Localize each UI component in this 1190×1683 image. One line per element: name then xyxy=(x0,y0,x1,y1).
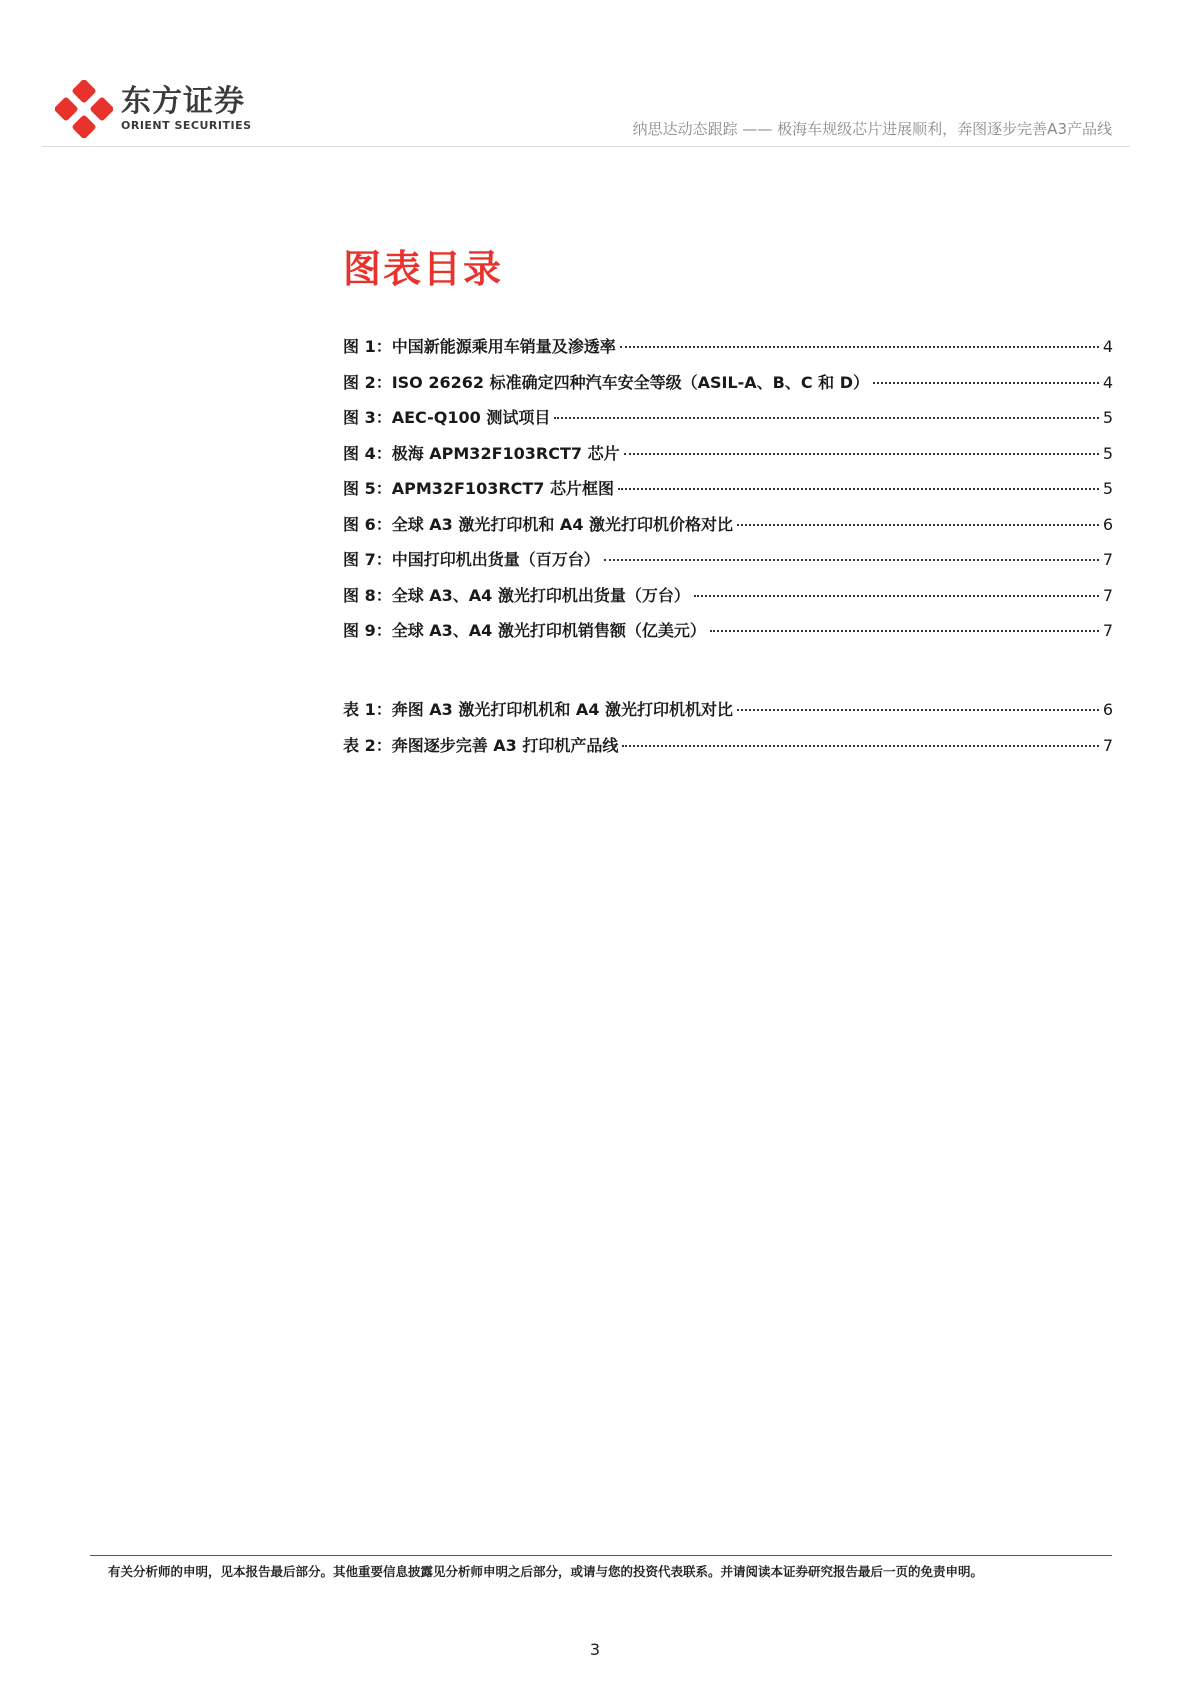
toc-entry-page: 5 xyxy=(1102,479,1113,498)
orient-securities-logo-icon xyxy=(55,80,113,138)
toc-leader-dots xyxy=(737,709,1099,711)
toc-entry-page: 6 xyxy=(1102,700,1113,719)
toc-entry-label: 图 1：中国新能源乘用车销量及渗透率 xyxy=(343,337,616,356)
toc-entry-figure-4[interactable] xyxy=(343,441,1113,477)
toc-leader-dots xyxy=(622,745,1098,747)
toc-entry-label: 图 8：全球 A3、A4 激光打印机出货量（万台） xyxy=(343,585,690,605)
toc-entry-label: 图 4：极海 APM32F103RCT7 芯片 xyxy=(343,443,620,463)
toc-entry-page: 7 xyxy=(1102,550,1113,569)
toc-entry-figure-8[interactable] xyxy=(343,583,1113,619)
toc-entry-page: 4 xyxy=(1102,372,1113,392)
page-number: 3 xyxy=(589,1640,601,1659)
toc-entry-figure-5[interactable] xyxy=(343,476,1113,512)
toc-entry-page: 6 xyxy=(1102,514,1113,534)
brand-logo xyxy=(55,80,252,138)
toc-leader-dots xyxy=(694,595,1099,597)
brand-name-en: ORIENT SECURITIES xyxy=(121,119,252,132)
toc-entry-table-2[interactable] xyxy=(343,733,1113,769)
footer-divider xyxy=(90,1555,1112,1556)
toc-entry-page: 7 xyxy=(1102,585,1113,605)
table-list xyxy=(343,697,1113,768)
toc-entry-page: 7 xyxy=(1102,621,1113,640)
report-title: 纳思达动态跟踪 —— 极海车规级芯片进展顺利，奔图逐步完善A3产品线 xyxy=(632,120,1112,138)
header-divider xyxy=(42,146,1130,147)
toc-entry-label: 表 1：奔图 A3 激光打印机机和 A4 激光打印机机对比 xyxy=(343,700,734,719)
toc-leader-dots xyxy=(618,488,1099,490)
toc-entry-label: 表 2：奔图逐步完善 A3 打印机产品线 xyxy=(343,735,619,755)
toc-entry-label: 图 7：中国打印机出货量（百万台） xyxy=(343,550,600,569)
toc-leader-dots xyxy=(620,346,1099,348)
toc-leader-dots xyxy=(604,559,1099,561)
toc-entry-page: 5 xyxy=(1102,408,1113,427)
toc-entry-page: 7 xyxy=(1102,735,1113,755)
toc-entry-figure-7[interactable] xyxy=(343,547,1113,583)
toc-leader-dots xyxy=(710,630,1099,632)
toc-entry-page: 5 xyxy=(1102,443,1113,463)
toc-entry-figure-9[interactable] xyxy=(343,618,1113,654)
toc-leader-dots xyxy=(873,382,1099,384)
toc-entry-figure-1[interactable] xyxy=(343,334,1113,370)
toc-leader-dots xyxy=(554,417,1098,419)
page-title: 图表目录 xyxy=(343,247,504,291)
toc-entry-figure-2[interactable] xyxy=(343,370,1113,406)
toc-leader-dots xyxy=(737,524,1099,526)
toc-leader-dots xyxy=(624,453,1099,455)
brand-name-cn: 东方证券 xyxy=(121,84,245,119)
toc-entry-label: 图 2：ISO 26262 标准确定四种汽车安全等级（ASIL-A、B、C 和 D） xyxy=(343,372,870,392)
toc-entry-figure-6[interactable] xyxy=(343,512,1113,548)
toc-entry-label: 图 9：全球 A3、A4 激光打印机销售额（亿美元） xyxy=(343,621,706,640)
toc-entry-page: 4 xyxy=(1102,337,1113,356)
footer-disclaimer: 有关分析师的申明，见本报告最后部分。其他重要信息披露见分析师申明之后部分，或请与您的投资代表联系。并请阅读本证券研究报告最后一页的免责申明。 xyxy=(108,1564,984,1579)
figure-list xyxy=(343,334,1113,654)
toc-entry-figure-3[interactable] xyxy=(343,405,1113,441)
toc-entry-label: 图 5：APM32F103RCT7 芯片框图 xyxy=(343,479,615,498)
toc-entry-label: 图 6：全球 A3 激光打印机和 A4 激光打印机价格对比 xyxy=(343,514,734,534)
toc-entry-label: 图 3：AEC-Q100 测试项目 xyxy=(343,408,551,427)
toc-entry-table-1[interactable] xyxy=(343,697,1113,733)
